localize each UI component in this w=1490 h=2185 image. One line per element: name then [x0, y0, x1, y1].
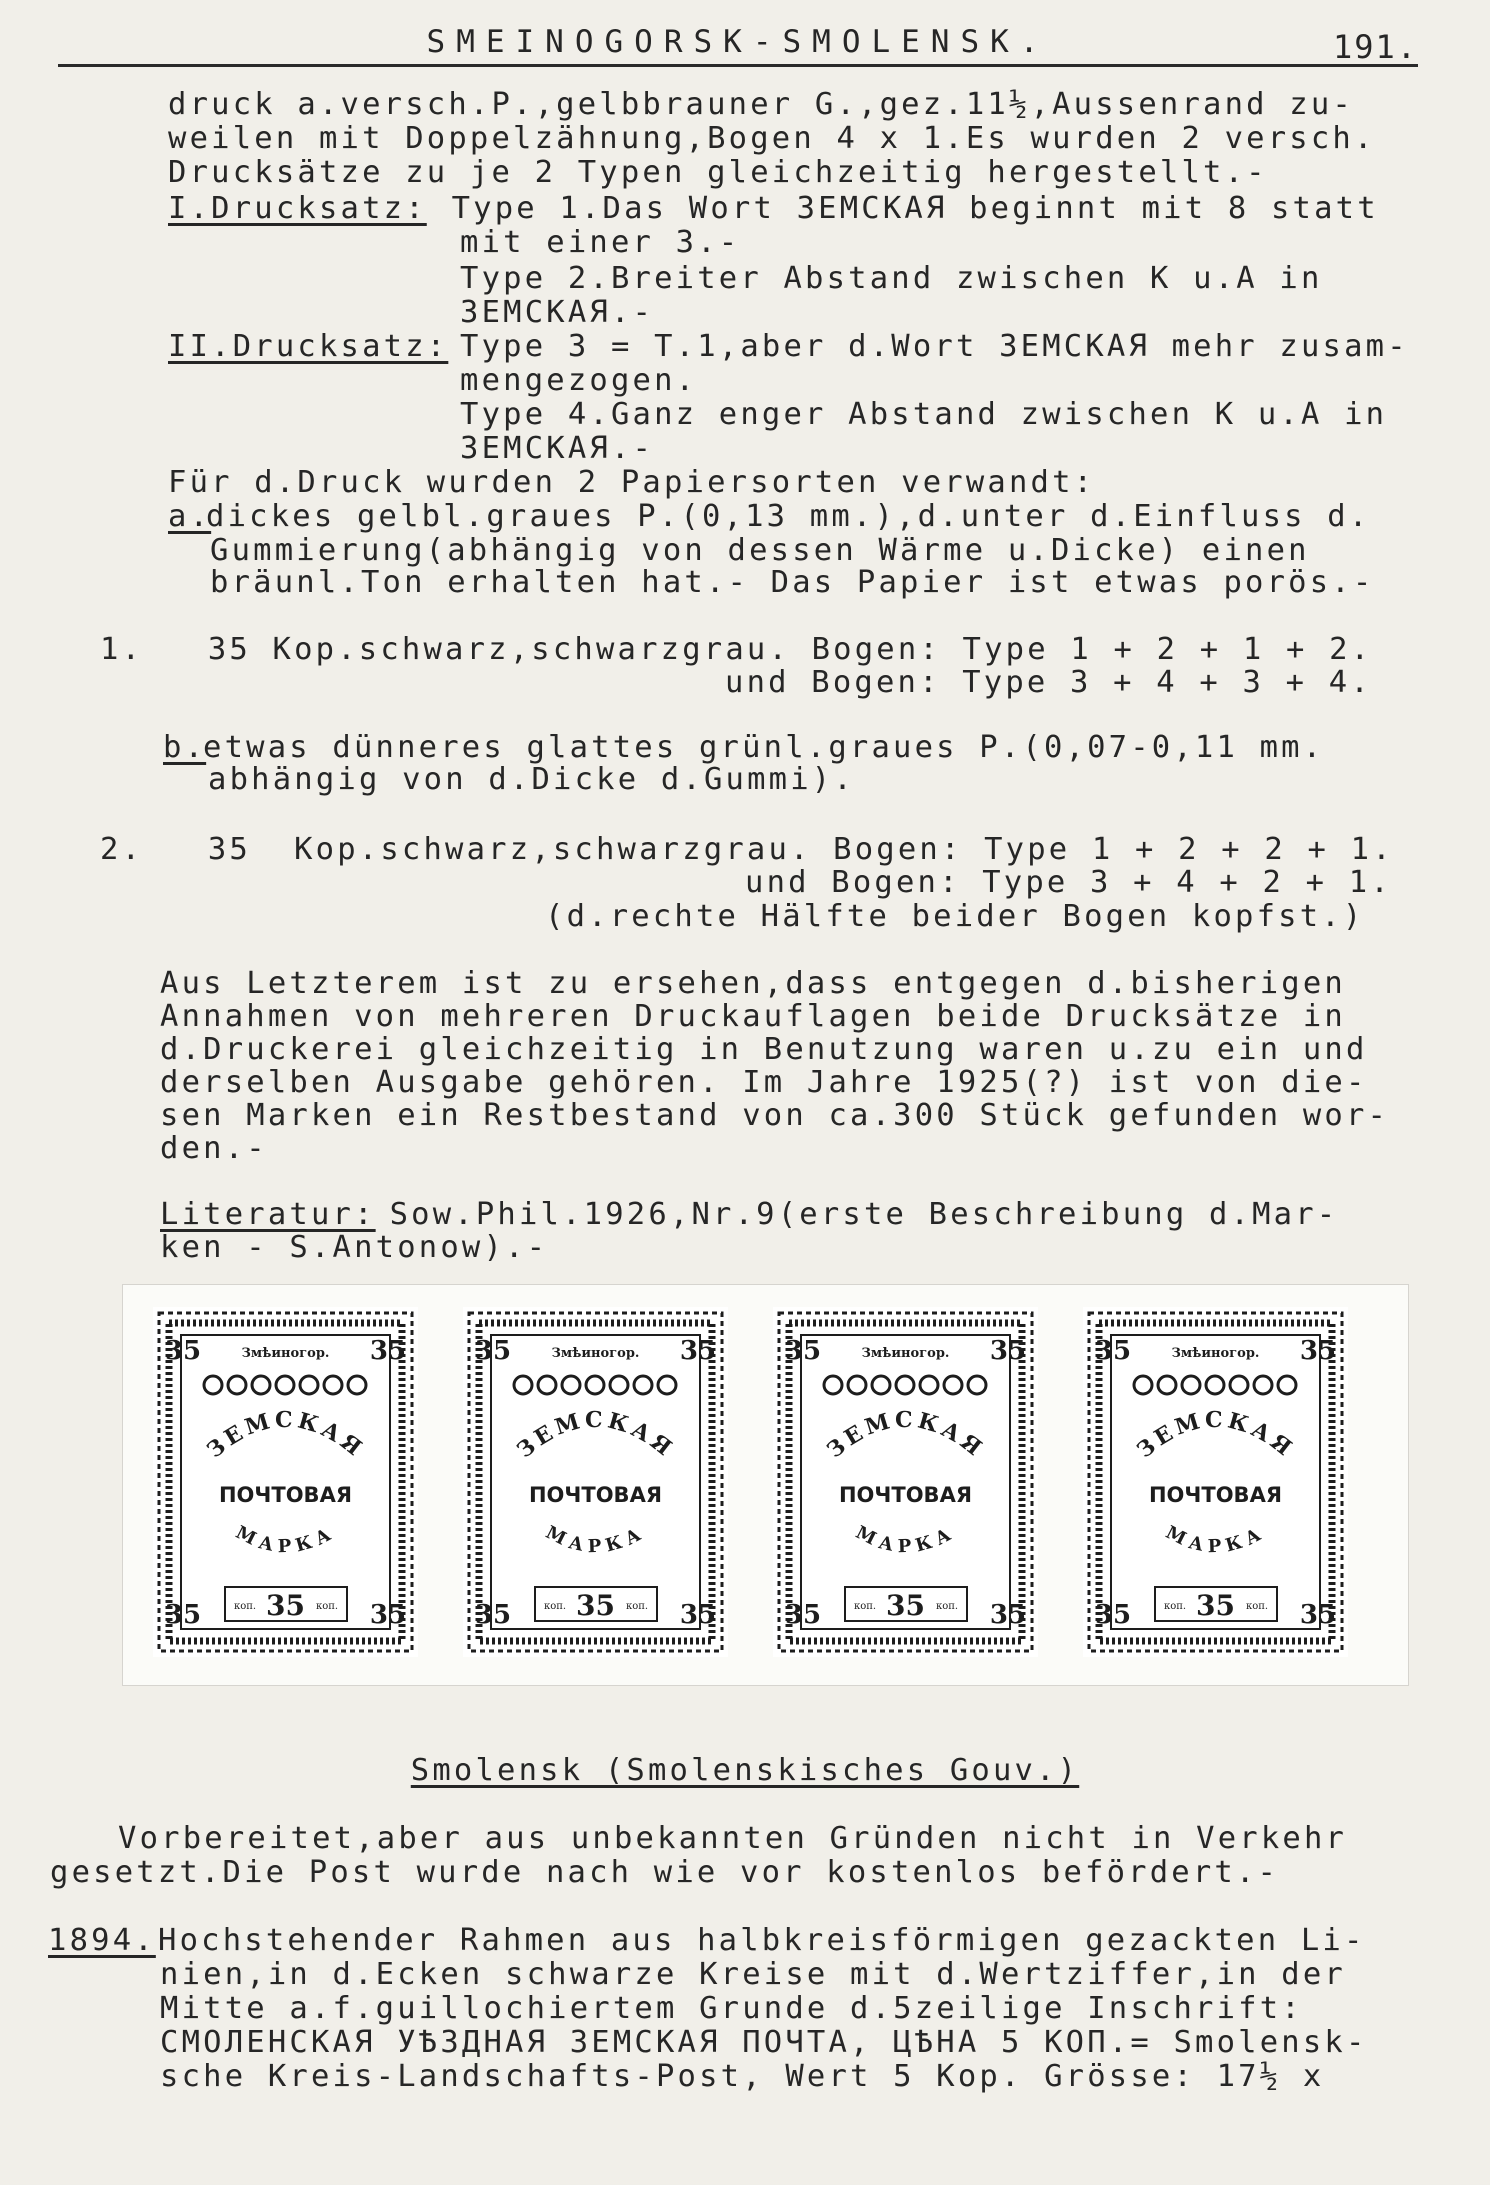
drucksatz-2-label: II.Drucksatz:: [168, 329, 449, 364]
ornament-scallop: [634, 1376, 652, 1394]
inner-frame: [181, 1335, 390, 1629]
text-line: 2. 35 Kop.schwarz,schwarzgrau. Bogen: Type 1 + 2 + 2 + 1.: [100, 832, 1394, 867]
text-line: Type 2.Breiter Abstand zwischen К u.A in: [460, 261, 1323, 296]
literatur-label: Literatur:: [160, 1197, 376, 1232]
stamp-word-top: ЗЕМСКАЯ: [822, 1406, 990, 1464]
stamp-drawing: [1083, 1307, 1348, 1657]
corner-value: 35: [1094, 1336, 1132, 1366]
ornament-scallop: [538, 1376, 556, 1394]
kop-label: коп.: [853, 1601, 877, 1612]
text-line: Drucksätze zu je 2 Typen gleichzeitig hergestellt.-: [168, 155, 1268, 190]
stamp-drawing: [773, 1307, 1038, 1657]
page-number: 191.: [1332, 28, 1418, 66]
text-line: Vorbereitet,aber aus unbekannten Gründen nicht in Verkehr: [118, 1821, 1348, 1856]
text-line: d.Druckerei gleichzeitig in Benutzung waren u.zu ein und: [160, 1032, 1368, 1067]
text-line: den.-: [160, 1131, 268, 1166]
stamp-value: 35: [576, 1589, 615, 1622]
corner-value: 35: [784, 1336, 822, 1366]
page-header: [58, 18, 1418, 67]
ornament-scallop: [562, 1376, 580, 1394]
inner-frame: [491, 1335, 700, 1629]
stamp-word-middle: ПОЧТОВАЯ: [838, 1483, 973, 1507]
kop-label: коп.: [1163, 1601, 1187, 1612]
paper-a-label: a.: [168, 499, 212, 534]
corner-value: 35: [164, 1336, 202, 1366]
text-line: mengezogen.: [460, 363, 698, 398]
stamp-word-top: ЗЕМСКАЯ: [202, 1406, 370, 1464]
corner-value: 35: [679, 1336, 717, 1366]
inner-frame: [1111, 1335, 1320, 1629]
stamp-word-bottom: МАРКА: [1162, 1521, 1270, 1558]
stamp-photograph: [123, 1285, 1408, 1685]
text-line: nien,in d.Ecken schwarze Kreise mit d.Wertziffer,in der: [160, 1957, 1346, 1992]
ornament-scallop: [610, 1376, 628, 1394]
ornament-scallop: [872, 1376, 890, 1394]
ornament-scallop: [896, 1376, 914, 1394]
text-line: druck a.versch.P.,gelbbrauner G.,gez.11½,Aussenrand zu-: [168, 87, 1354, 122]
ornament-scallop: [204, 1376, 222, 1394]
ornament-scallop: [920, 1376, 938, 1394]
kop-label: коп.: [543, 1601, 567, 1612]
corner-value: 35: [679, 1600, 717, 1630]
text-line: bräunl.Ton erhalten hat.- Das Papier ist etwas porös.-: [210, 565, 1375, 600]
text-line: etwas dünneres glattes grünl.graues P.(0,07-0,11 mm.: [203, 730, 1325, 765]
ornament-scallop: [324, 1376, 342, 1394]
corner-value: 35: [474, 1336, 512, 1366]
text-line: mit einer З.-: [460, 225, 741, 260]
text-line: sen Marken ein Restbestand von ca.300 Stück gefunden wor-: [160, 1098, 1390, 1133]
inner-frame: [801, 1335, 1010, 1629]
ornament-scallop: [1254, 1376, 1272, 1394]
stamp-town: Змѣиногор.: [1171, 1346, 1260, 1361]
text-line: Sow.Phil.1926,Nr.9(erste Beschreibung d.Mar-: [368, 1197, 1339, 1232]
ornament-scallop: [1182, 1376, 1200, 1394]
stamp-drawing: [153, 1307, 418, 1657]
stamp-word-bottom: МАРКА: [852, 1521, 960, 1558]
stamp-type-3: [773, 1307, 1038, 1657]
running-title: SMEINOGORSK-SMOLENSK.: [426, 24, 1050, 60]
ornament-scallop: [228, 1376, 246, 1394]
ornament-scallop: [944, 1376, 962, 1394]
stamp-value: 35: [886, 1589, 925, 1622]
kop-label: коп.: [625, 1601, 649, 1612]
ornament-scallop: [586, 1376, 604, 1394]
stamp-word-top: ЗЕМСКАЯ: [512, 1406, 680, 1464]
stamp-town: Змѣиногор.: [861, 1346, 950, 1361]
stamp-type-4: [1083, 1307, 1348, 1657]
stamp-word-middle: ПОЧТОВАЯ: [1148, 1483, 1283, 1507]
text-line: ЗЕМСКАЯ.-: [460, 295, 655, 330]
text-line: Mitte a.f.guillochiertem Grunde d.5zeilige Inschrift:: [160, 1991, 1303, 2026]
text-line: 1. 35 Kop.schwarz,schwarzgrau. Bogen: Type 1 + 2 + 1 + 2.: [100, 632, 1373, 667]
year-label: 1894.: [48, 1923, 156, 1958]
ornament-scallop: [658, 1376, 676, 1394]
stamp-word-middle: ПОЧТОВАЯ: [218, 1483, 353, 1507]
text-line: (d.rechte Hälfte beider Bogen kopfst.): [545, 899, 1365, 934]
text-line: gesetzt.Die Post wurde nach wie vor kostenlos befördert.-: [50, 1855, 1280, 1890]
text-line: Type 4.Ganz enger Abstand zwischen К u.A in: [460, 397, 1388, 432]
text-line: derselben Ausgabe gehören. Im Jahre 1925(?) ist von die-: [160, 1065, 1368, 1100]
text-line: und Bogen: Type 3 + 4 + 3 + 4.: [725, 665, 1372, 700]
corner-value: 35: [1299, 1336, 1337, 1366]
text-line: Type 1.Das Wort ЗЕМСКАЯ beginnt mit 8 statt: [430, 191, 1379, 226]
stamp-word-bottom: МАРКА: [232, 1521, 340, 1558]
text-line: dickes gelbl.graues P.(0,13 mm.),d.unter d.Einfluss d.: [206, 499, 1371, 534]
corner-value: 35: [989, 1336, 1027, 1366]
stamp-type-2: [463, 1307, 728, 1657]
corner-value: 35: [1299, 1600, 1337, 1630]
corner-value: 35: [474, 1600, 512, 1630]
stamp-town: Змѣиногор.: [551, 1346, 640, 1361]
stamp-value: 35: [266, 1589, 305, 1622]
text-line: abhängig von d.Dicke d.Gummi).: [208, 762, 855, 797]
ornament-scallop: [1134, 1376, 1152, 1394]
ornament-scallop: [514, 1376, 532, 1394]
ornament-scallop: [348, 1376, 366, 1394]
ornament-scallop: [848, 1376, 866, 1394]
text-line: Annahmen von mehreren Druckauflagen beide Drucksätze in: [160, 999, 1346, 1034]
ornament-scallop: [1158, 1376, 1176, 1394]
stamp-town: Змѣиногор.: [241, 1346, 330, 1361]
corner-value: 35: [164, 1600, 202, 1630]
ornament-scallop: [1230, 1376, 1248, 1394]
section-heading-smolensk: Smolensk (Smolenskisches Gouv.): [410, 1753, 1080, 1788]
text-line: Hochstehender Rahmen aus halbkreisförmigen gezackten Li-: [158, 1923, 1366, 1958]
corner-value: 35: [369, 1336, 407, 1366]
text-line: ЗЕМСКАЯ.-: [460, 431, 655, 466]
ornament-scallop: [252, 1376, 270, 1394]
text-line: Type 3 = T.1,aber d.Wort ЗЕМСКАЯ mehr zusam-: [460, 329, 1409, 364]
ornament-scallop: [300, 1376, 318, 1394]
ornament-scallop: [824, 1376, 842, 1394]
ornament-scallop: [276, 1376, 294, 1394]
kop-label: коп.: [935, 1601, 959, 1612]
stamp-word-middle: ПОЧТОВАЯ: [528, 1483, 663, 1507]
text-line: sche Kreis-Landschafts-Post, Wert 5 Kop. Grösse: 17½ x: [160, 2059, 1325, 2094]
text-line: und Bogen: Type 3 + 4 + 2 + 1.: [745, 865, 1392, 900]
kop-label: коп.: [233, 1601, 257, 1612]
text-line: ken - S.Antonow).-: [160, 1230, 549, 1265]
kop-label: коп.: [315, 1601, 339, 1612]
ornament-scallop: [968, 1376, 986, 1394]
stamp-word-bottom: МАРКА: [542, 1521, 650, 1558]
text-line: Aus Letzterem ist zu ersehen,dass entgegen d.bisherigen: [160, 966, 1346, 1001]
stamp-word-top: ЗЕМСКАЯ: [1132, 1406, 1300, 1464]
text-line: weilen mit Doppelzähnung,Bogen 4 x 1.Es wurden 2 versch.: [168, 121, 1376, 156]
corner-value: 35: [369, 1600, 407, 1630]
corner-value: 35: [784, 1600, 822, 1630]
text-line: СМОЛЕНСКАЯ УѢЗДНАЯ ЗЕМСКАЯ ПОЧТА, ЦѢНА 5 КОП.= Smolensk-: [160, 2025, 1368, 2060]
corner-value: 35: [1094, 1600, 1132, 1630]
drucksatz-1-label: I.Drucksatz:: [168, 191, 427, 226]
ornament-scallop: [1278, 1376, 1296, 1394]
stamp-value: 35: [1196, 1589, 1235, 1622]
paper-b-label: b.: [163, 730, 207, 765]
stamp-drawing: [463, 1307, 728, 1657]
text-line: Gummierung(abhängig von dessen Wärme u.Dicke) einen: [210, 533, 1310, 568]
stamp-type-1: [153, 1307, 418, 1657]
text-line: Für d.Druck wurden 2 Papiersorten verwandt:: [168, 465, 1096, 500]
ornament-scallop: [1206, 1376, 1224, 1394]
corner-value: 35: [989, 1600, 1027, 1630]
kop-label: коп.: [1245, 1601, 1269, 1612]
